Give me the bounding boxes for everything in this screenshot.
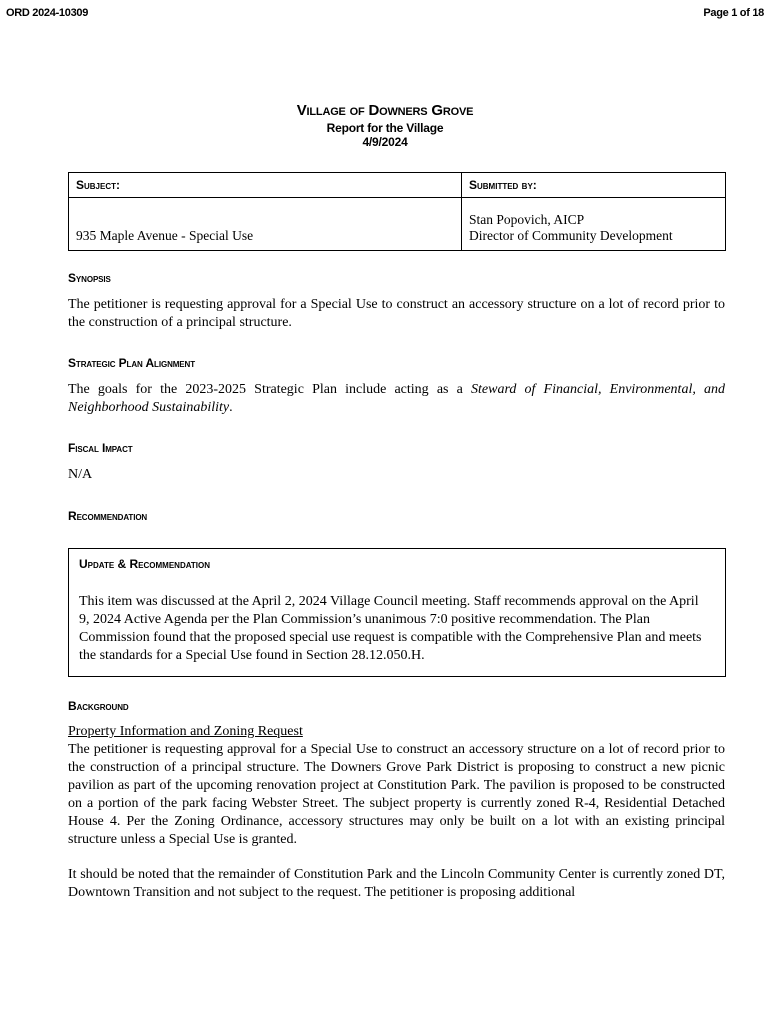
document-date: 4/9/2024 <box>362 135 408 149</box>
recommendation-box-heading: Update & Recommendation <box>79 557 211 571</box>
strategic-text <box>68 381 725 417</box>
synopsis-heading: Synopsis <box>68 271 111 285</box>
subject-value <box>69 198 462 251</box>
page-number: Page 1 of 18 <box>703 7 764 19</box>
recommendation-heading: Recommendation <box>68 509 148 523</box>
recommendation-box-text: This item was discussed at the April 2, 2024 Village Council meeting. Staff recommends approval on the April 9, 2024 Active Agenda per the Plan Commission’s unanimous 7:0 positive recommendation. The Plan Commission found that the proposed special use request is compatible with the Comprehensive Plan and meets the standards for a Special Use found in Section 28.12.050.H. <box>79 594 702 663</box>
strategic-text-after: . <box>229 400 233 415</box>
fiscal-heading: Fiscal Impact <box>68 441 133 455</box>
subject-label: Subject: <box>69 173 462 198</box>
fiscal-text: N/A <box>68 467 93 482</box>
document-subtitle: Report for the Village <box>326 121 444 135</box>
background-para-2: It should be noted that the remainder of Constitution Park and the Lincoln Community Center is currently zoned DT, Downtown Transition and not subject to the request. The petitioner is proposing additional <box>68 867 725 900</box>
submitter-title: Director of Community Development <box>469 228 673 243</box>
document-title: Village of Downers Grove <box>296 102 474 119</box>
synopsis-text: The petitioner is requesting approval for a Special Use to construct an accessory structure on a lot of record prior to the construction of a principal structure. <box>68 297 725 330</box>
submitted-by-label: Submitted by: <box>462 173 726 198</box>
ordinance-number: ORD 2024-10309 <box>6 7 89 19</box>
title-block <box>0 101 770 149</box>
background-subheading: Property Information and Zoning Request <box>68 724 303 739</box>
background-para-1: The petitioner is requesting approval for a Special Use to construct an accessory structure on a lot of record prior to the construction of a principal structure. The Downers Grove Park District is proposing to construct a new picnic pavilion as part of the upcoming renovation project at Constitution Park. The pavilion is proposed to be constructed on a portion of the park facing Webster Street. The subject property is currently zoned R-4, Residential Detached House 4. Per the Zoning Ordinance, accessory structures may only be built on a lot with an existing principal structure unless a Special Use is granted. <box>68 742 725 847</box>
submitter-name: Stan Popovich, AICP <box>469 212 585 227</box>
subject-table <box>68 172 726 251</box>
background-heading: Background <box>68 699 129 713</box>
subject-text: 935 Maple Avenue - Special Use <box>76 228 254 243</box>
strategic-text-italic: Steward of Financial, Environmental, and Neighborhood Sustainability <box>68 382 725 415</box>
strategic-text-before: The goals for the 2023-2025 Strategic Plan include acting as a <box>68 382 471 397</box>
strategic-heading: Strategic Plan Alignment <box>68 356 196 370</box>
submitted-by-value <box>462 198 726 251</box>
recommendation-box <box>68 548 726 677</box>
